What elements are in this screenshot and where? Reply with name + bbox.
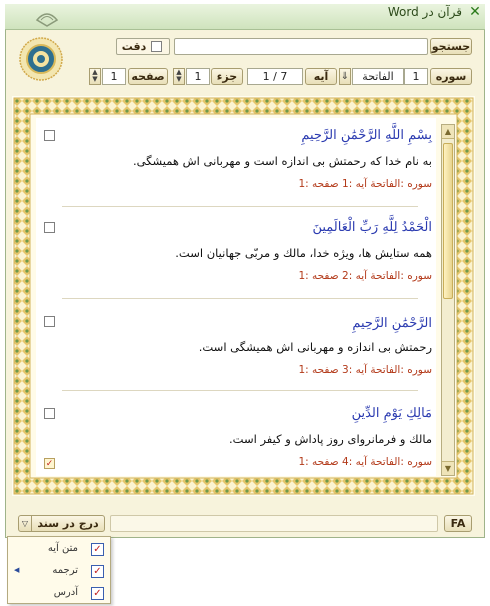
aya-value[interactable]: 1 / 7 [247,68,303,85]
sura-name-dropdown[interactable]: الفاتحة [352,68,404,85]
verse-separator [62,206,418,207]
search-input[interactable] [174,38,428,55]
juz-button[interactable]: جزء [211,68,243,85]
juz-spinner-icon[interactable]: ▲ ▼ [173,68,185,85]
verse-arabic: مَالِكِ يَوْمِ الدِّينِ [351,406,432,421]
aya-button[interactable]: آیه [305,68,337,85]
menu-checkbox[interactable]: ✓ [91,543,104,556]
verse-reference: سوره :الفاتحة آیه :3 صفحه :1 [298,364,432,376]
language-button[interactable]: FA [444,515,472,532]
insert-options-menu [7,536,111,604]
quran-medallion-icon [18,36,64,82]
menu-item-address[interactable]: آدرس ✓ [8,583,112,605]
accuracy-checkbox[interactable] [116,38,170,55]
verse-translation: به نام خدا كه رحمتش بی اندازه است و مهربانی اش همیشگی. [132,154,432,168]
search-button[interactable]: جستجو [431,40,471,53]
verse-arabic: بِسْمِ اللَّهِ الرَّحْمَٰنِ الرَّحِيمِ [301,128,432,143]
verse-reference: سوره :الفاتحة آیه :4 صفحه :1 [298,456,432,468]
scroll-down-icon[interactable]: ▼ [442,461,454,475]
sura-button[interactable]: سوره [430,68,472,85]
insert-into-document-button[interactable]: درج در سند [31,515,105,532]
app-logo-icon [34,6,60,28]
menu-item-verse-text[interactable]: متن آیه ✓ [8,539,112,561]
verse-checkbox[interactable] [44,408,55,419]
verse-checkbox[interactable] [44,222,55,233]
verse-arabic: الْحَمْدُ لِلَّهِ رَبِّ الْعَالَمِينَ [312,220,432,235]
verse-reference: سوره :الفاتحة آیه :2 صفحه :1 [298,270,432,282]
verse-checkbox[interactable] [44,316,55,327]
verse-item [40,216,432,300]
menu-checkbox[interactable]: ✓ [91,565,104,578]
sura-dropdown-arrow-icon[interactable]: ⇓ [339,68,351,85]
verse-separator [62,390,418,391]
verse-checked-icon[interactable]: ✓ [45,459,54,469]
page-value[interactable]: 1 [102,68,126,85]
verse-item [40,402,432,474]
accuracy-check[interactable] [151,41,162,52]
submenu-arrow-icon: ◀ [14,566,20,574]
scroll-up-icon[interactable]: ▲ [442,125,454,139]
scroll-thumb[interactable] [443,143,453,299]
verse-translation: مالك و فرمانروای روز پاداش و كيفر است. [229,432,432,446]
verse-separator [62,298,418,299]
verse-translation: همه ستايش ها، ويژه خدا، مالك و مربّی جهانيان است. [175,246,432,260]
verse-item [40,310,432,394]
insert-dropdown-icon[interactable]: ▽ [18,515,32,532]
page-spinner-icon[interactable]: ▲ ▼ [89,68,101,85]
verse-checkbox[interactable] [44,130,55,141]
menu-checkbox[interactable]: ✓ [91,587,104,600]
page-button[interactable]: صفحه [128,68,168,85]
window-title: قرآن در Word [387,5,462,19]
sura-number[interactable]: 1 [404,68,428,85]
verse-item [40,124,432,208]
close-icon[interactable]: ✕ [469,4,481,20]
verse-scrollbar[interactable] [441,124,455,476]
status-field [110,515,438,532]
verse-translation: رحمتش بی اندازه و مهربانی اش هميشگی است. [198,340,432,354]
verse-arabic: الرَّحْمَٰنِ الرَّحِيمِ [352,316,432,331]
verse-reference: سوره :الفاتحة آیه :1 صفحه :1 [298,178,432,190]
juz-value[interactable]: 1 [186,68,210,85]
accuracy-label: دقت [121,40,147,53]
menu-item-translation[interactable]: ◀ ترجمه ✓ [8,561,112,583]
